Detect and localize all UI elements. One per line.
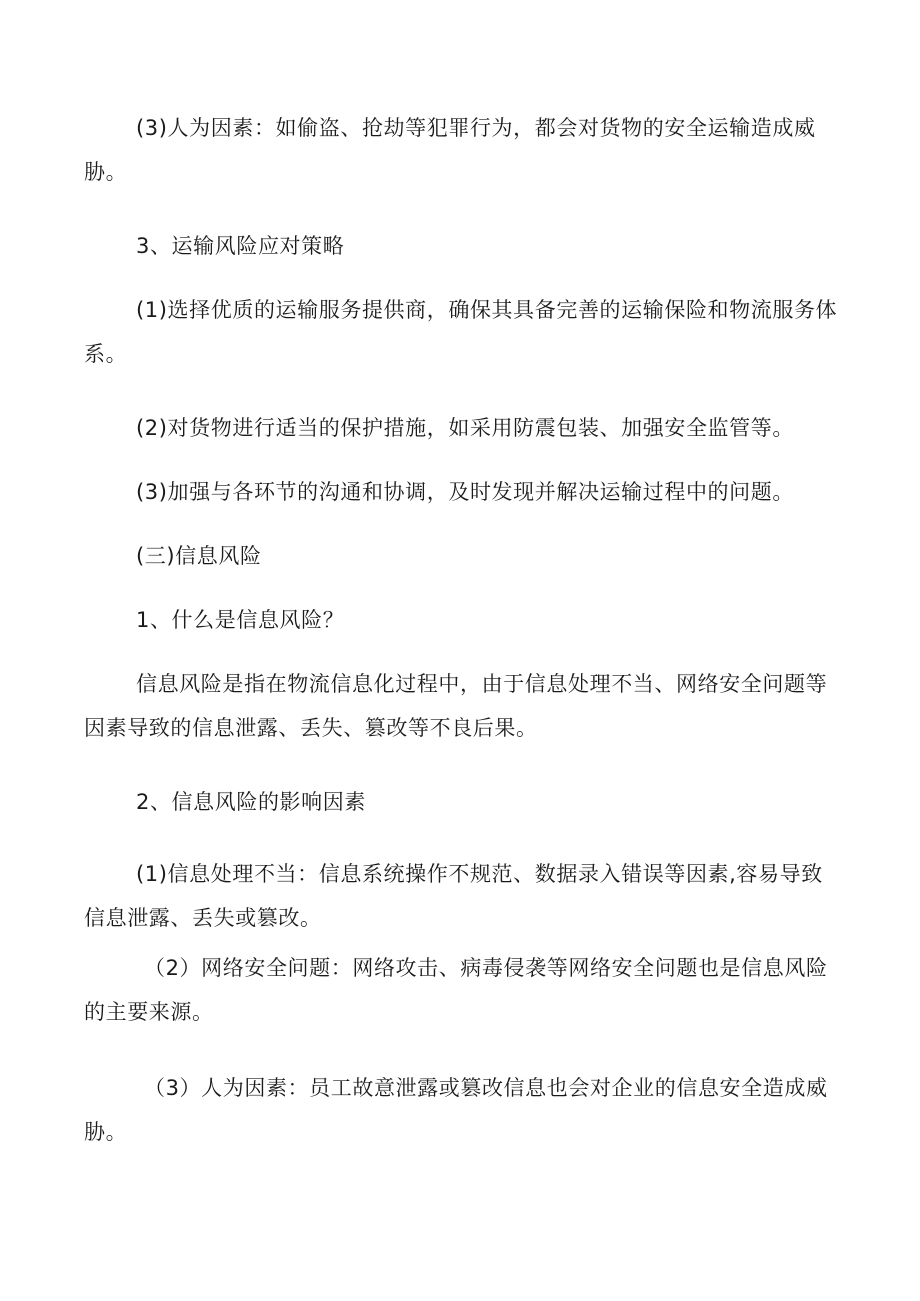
- paragraph-strategy-2: (2)对货物进行适当的保护措施，如采用防震包装、加强安全监管等。: [136, 416, 794, 440]
- heading-information-risk: (三)信息风险: [136, 544, 262, 568]
- paragraph-info-factor-2: （2）网络安全问题：网络攻击、病毒侵袭等网络安全问题也是信息风险的主要来源。: [84, 956, 828, 1024]
- heading-transport-risk-strategy: 3、运输风险应对策略: [136, 234, 345, 258]
- paragraph-information-risk-definition: 信息风险是指在物流信息化过程中，由于信息处理不当、网络安全问题等因素导致的信息泄露、丢失、篡改等不良后果。: [84, 672, 828, 740]
- paragraph-info-factor-1: (1)信息处理不当：信息系统操作不规范、数据录入错误等因素,容易导致信息泄露、丢失或篡改。: [84, 862, 823, 930]
- paragraph-info-factor-3: （3）人为因素：员工故意泄露或篡改信息也会对企业的信息安全造成威胁。: [84, 1076, 828, 1144]
- heading-what-is-information-risk: 1、什么是信息风险？: [136, 608, 345, 632]
- paragraph-transport-human-factor: (3)人为因素：如偷盗、抢劫等犯罪行为，都会对货物的安全运输造成威胁。: [84, 116, 816, 184]
- paragraph-strategy-3: (3)加强与各环节的沟通和协调，及时发现并解决运输过程中的问题。: [136, 480, 794, 504]
- paragraph-strategy-1: (1)选择优质的运输服务提供商，确保其具备完善的运输保险和物流服务体系。: [84, 298, 838, 366]
- heading-information-risk-factors: 2、信息风险的影响因素: [136, 790, 366, 814]
